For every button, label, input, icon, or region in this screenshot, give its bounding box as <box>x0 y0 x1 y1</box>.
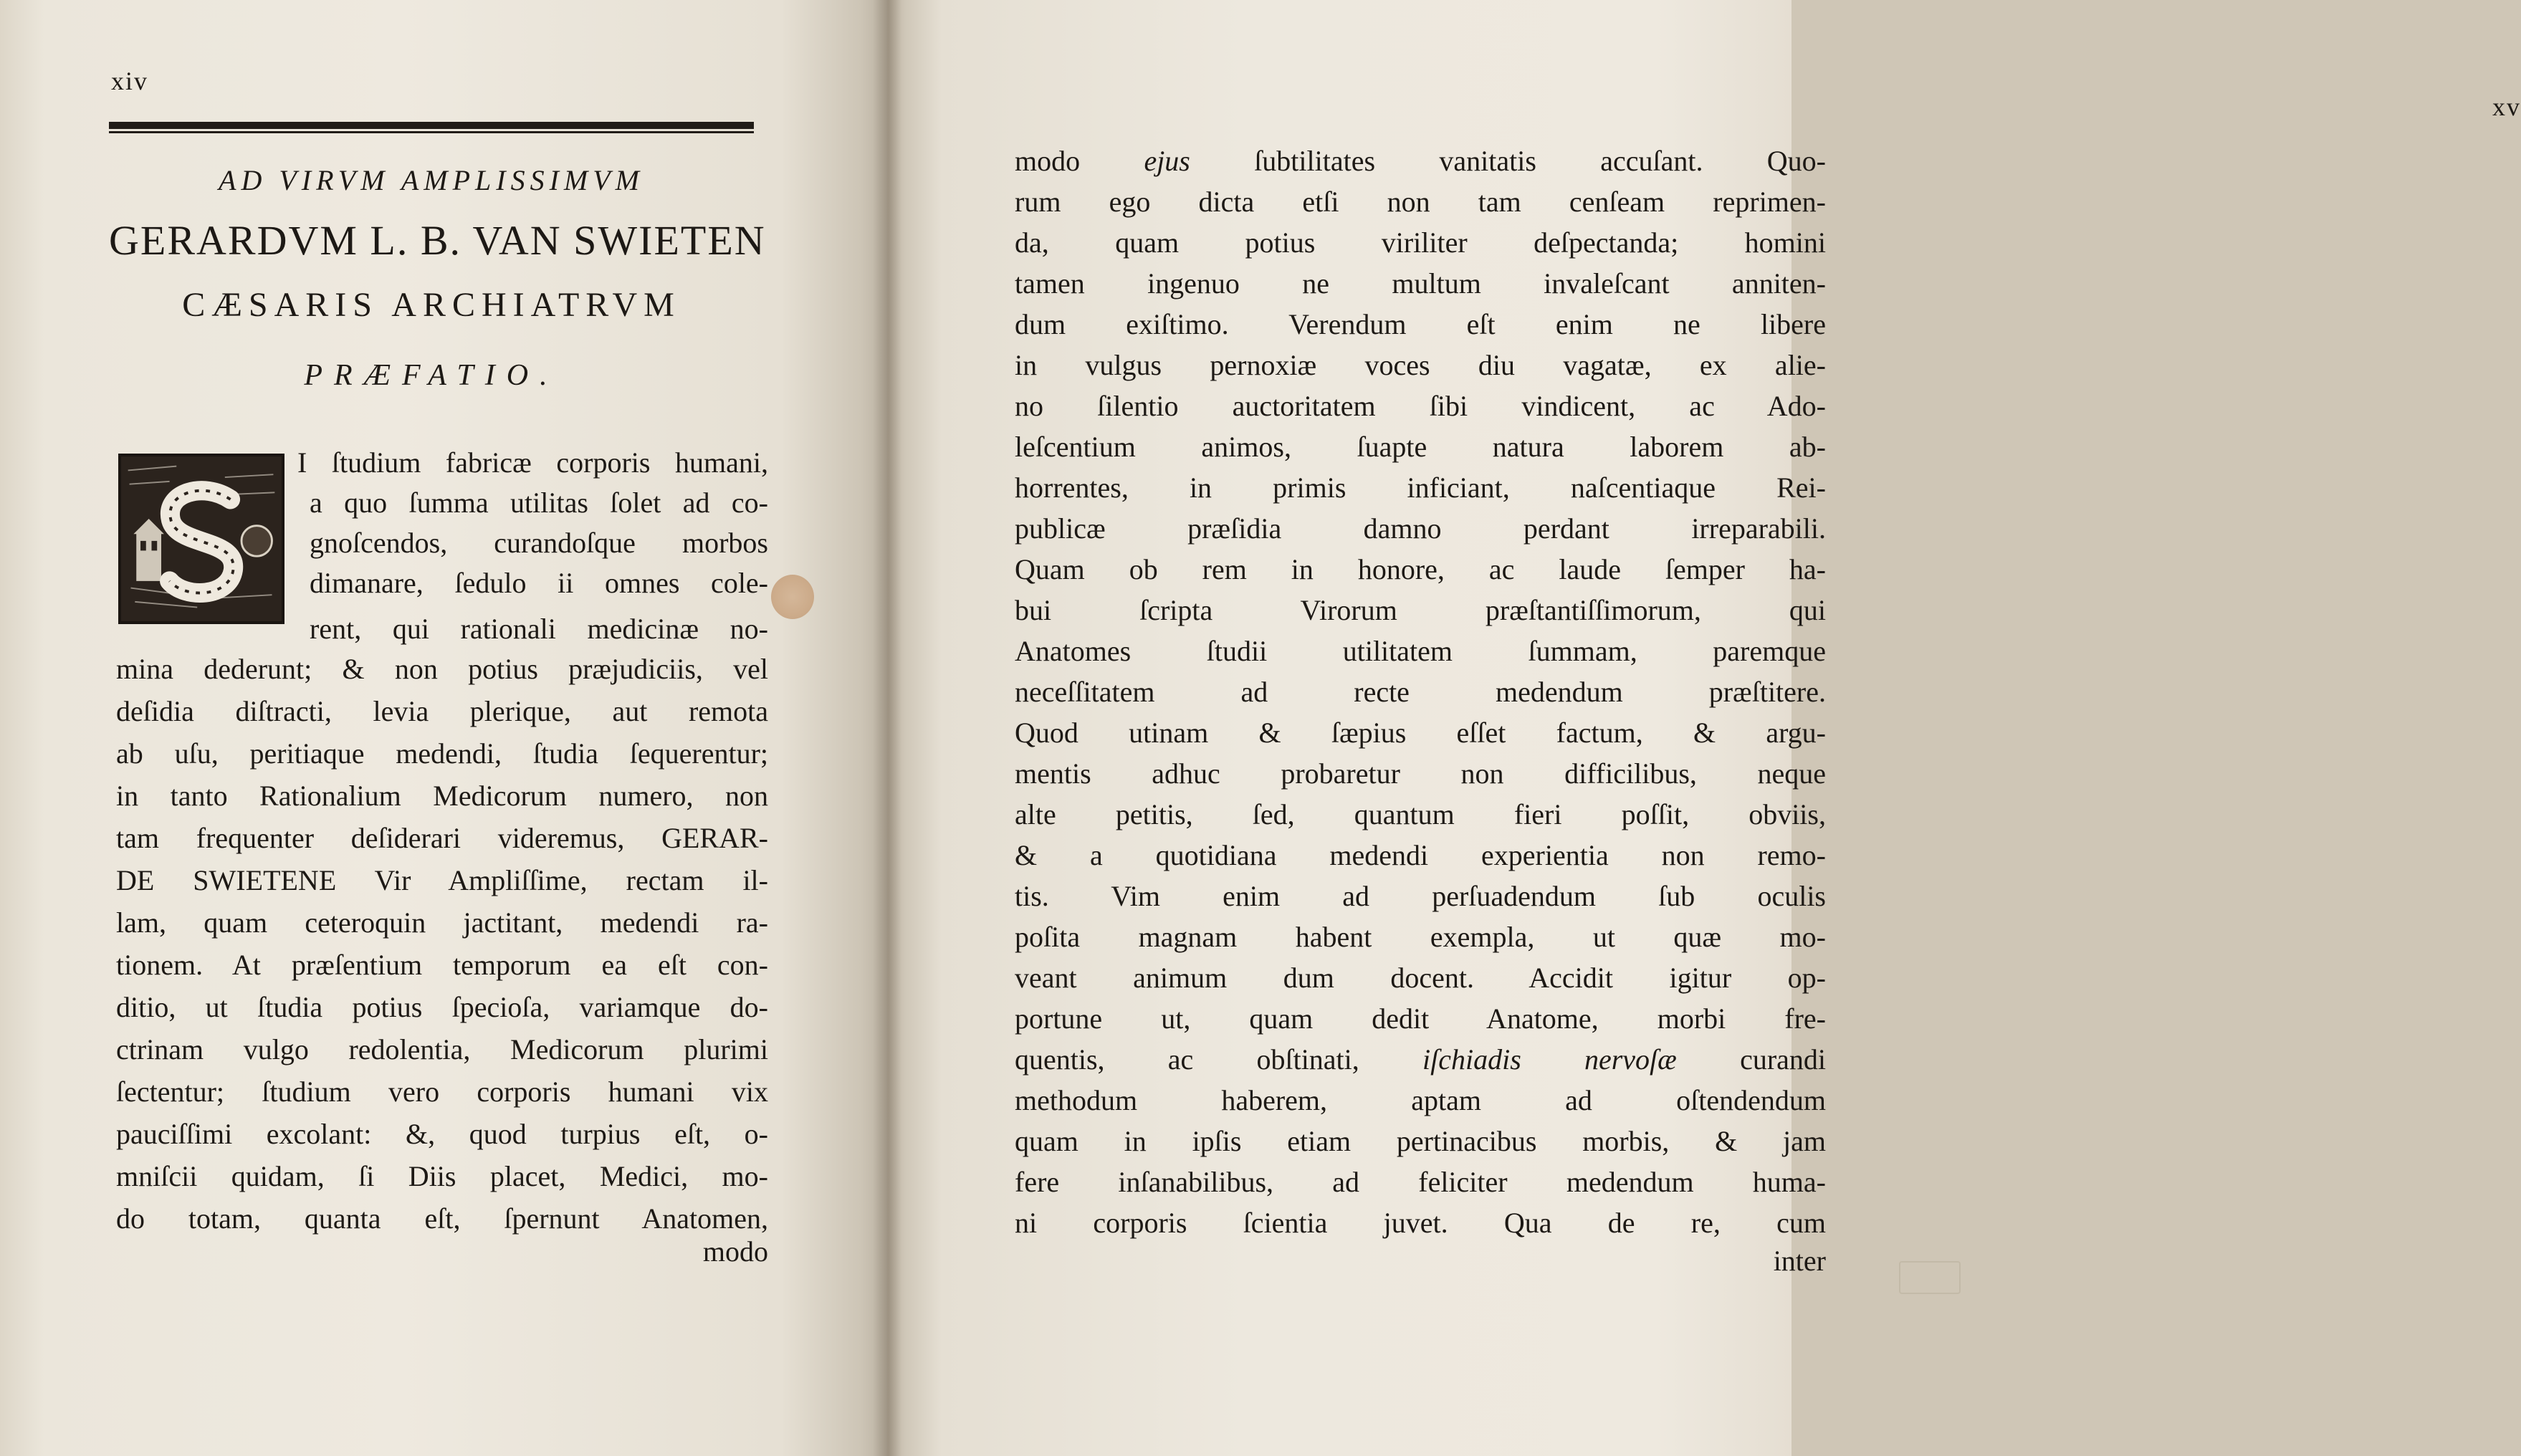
text-line: bui ſcripta Virorum præſtantiſſimorum, qui <box>1015 594 1826 626</box>
text-line: neceſſitatem ad recte medendum præſtitere. <box>1015 676 1826 708</box>
text-line: tionem. At præſentium temporum ea eſt con- <box>116 949 768 981</box>
woodcut-initial <box>118 454 284 624</box>
text-line: I ſtudium fabricæ corporis humani, <box>297 446 768 479</box>
text-line: dimanare, ſedulo ii omnes cole- <box>310 567 768 599</box>
text-line: portune ut, quam dedit Anatome, morbi fre- <box>1015 1002 1826 1035</box>
right-page <box>887 0 2521 1456</box>
text-line: quentis, ac obſtinati, iſchiadis nervoſæ curandi <box>1015 1043 1827 1076</box>
text-line: DE SWIETENE Vir Ampliſſime, rectam il- <box>116 864 768 896</box>
text-line: ſectentur; ſtudium vero corporis humani vix <box>116 1076 768 1108</box>
text-line: alte petitis, ſed, quantum fieri poſſit, obviis, <box>1015 798 1826 830</box>
text-line: ctrinam vulgo redolentia, Medicorum plurimi <box>116 1033 768 1065</box>
text-line: methodum haberem, aptam ad oſtendendum <box>1015 1084 1826 1116</box>
text-line: ni corporis ſcientia juvet. Qua de re, cum <box>1015 1207 1826 1239</box>
text-line: fere inſanabilibus, ad feliciter medendum huma- <box>1015 1166 1826 1198</box>
text-line: ab uſu, peritiaque medendi, ſtudia ſequerentur; <box>116 737 768 770</box>
text-line: da, quam potius viriliter deſpectanda; homini <box>1015 226 1826 259</box>
page-number-right: xv <box>2492 92 2521 121</box>
text-line: & a quotidiana medendi experientia non remo- <box>1015 839 1826 871</box>
text-line: mina dederunt; & non potius præjudiciis, vel <box>116 653 768 685</box>
text-line: do totam, quanta eſt, ſpernunt Anatomen, <box>116 1202 768 1235</box>
text-line: leſcentium animos, ſuapte natura laborem ab- <box>1015 431 1826 463</box>
text-line: Quod utinam & ſæpius eſſet factum, & argu- <box>1015 717 1826 749</box>
text-line: veant animum dum docent. Accidit igitur op- <box>1015 962 1826 994</box>
text-line: tis. Vim enim ad perſuadendum ſub oculis <box>1015 880 1826 912</box>
book-gutter <box>873 0 901 1456</box>
text-line: ditio, ut ſtudia potius ſpecioſa, variamque do- <box>116 991 768 1023</box>
text-line: publicæ præſidia damno perdant irreparabili. <box>1015 512 1826 545</box>
text-line: mentis adhuc probaretur non difficilibus, neque <box>1015 757 1826 790</box>
text-line: no ſilentio auctoritatem ſibi vindicent, ac Ado- <box>1015 390 1826 422</box>
blind-stamp <box>1899 1261 1961 1294</box>
text-line: horrentes, in primis inficiant, naſcentiaque Rei- <box>1015 471 1826 504</box>
text-line: dum exiſtimo. Verendum eſt enim ne libere <box>1015 308 1826 340</box>
text-line: Quam ob rem in honore, ac laude ſemper ha- <box>1015 553 1826 585</box>
catchword-left: modo <box>702 1235 768 1268</box>
text-line: lam, quam ceteroquin jactitant, medendi ra- <box>116 906 768 939</box>
section-title: PRÆFATIO. <box>304 359 559 392</box>
text-line: pauciſſimi excolant: &, quod turpius eſt, o- <box>116 1118 768 1150</box>
dedicatee-name: GERARDVM L. B. VAN SWIETEN <box>109 217 766 264</box>
text-line: rum ego dicta etſi non tam cenſeam reprimen- <box>1015 186 1826 218</box>
page-number-left: xiv <box>111 67 149 95</box>
text-line: mniſcii quidam, ſi Diis placet, Medici, mo- <box>116 1160 768 1192</box>
text-line: in tanto Rationalium Medicorum numero, non <box>116 780 768 812</box>
dedication-line: AD VIRVM AMPLISSIMVM <box>219 164 644 196</box>
text-line: tamen ingenuo ne multum invaleſcant anniten- <box>1015 267 1826 300</box>
text-line: modo ejus ſubtilitates vanitatis accuſant. Quo- <box>1015 145 1826 177</box>
text-line: a quo ſumma utilitas ſolet ad co- <box>310 487 768 519</box>
left-page <box>0 0 887 1456</box>
head-rule <box>109 122 754 133</box>
text-line: rent, qui rationali medicinæ no- <box>310 613 768 645</box>
dedicatee-title: CÆSARIS ARCHIATRVM <box>182 286 681 324</box>
text-line: Anatomes ſtudii utilitatem ſummam, paremque <box>1015 635 1826 667</box>
paper-stain <box>771 575 814 619</box>
text-line: in vulgus pernoxiæ voces diu vagatæ, ex alie- <box>1015 349 1826 381</box>
text-line: poſita magnam habent exempla, ut quæ mo- <box>1015 921 1826 953</box>
text-line: quam in ipſis etiam pertinacibus morbis, & jam <box>1015 1125 1826 1157</box>
woodcut-initial-image <box>121 456 282 621</box>
text-line: gnoſcendos, curandoſque morbos <box>310 527 768 559</box>
text-line: deſidia diſtracti, levia plerique, aut remota <box>116 695 768 727</box>
text-line: tam frequenter deſiderari videremus, GERAR- <box>116 822 768 854</box>
catchword-right: inter <box>1773 1245 1826 1277</box>
